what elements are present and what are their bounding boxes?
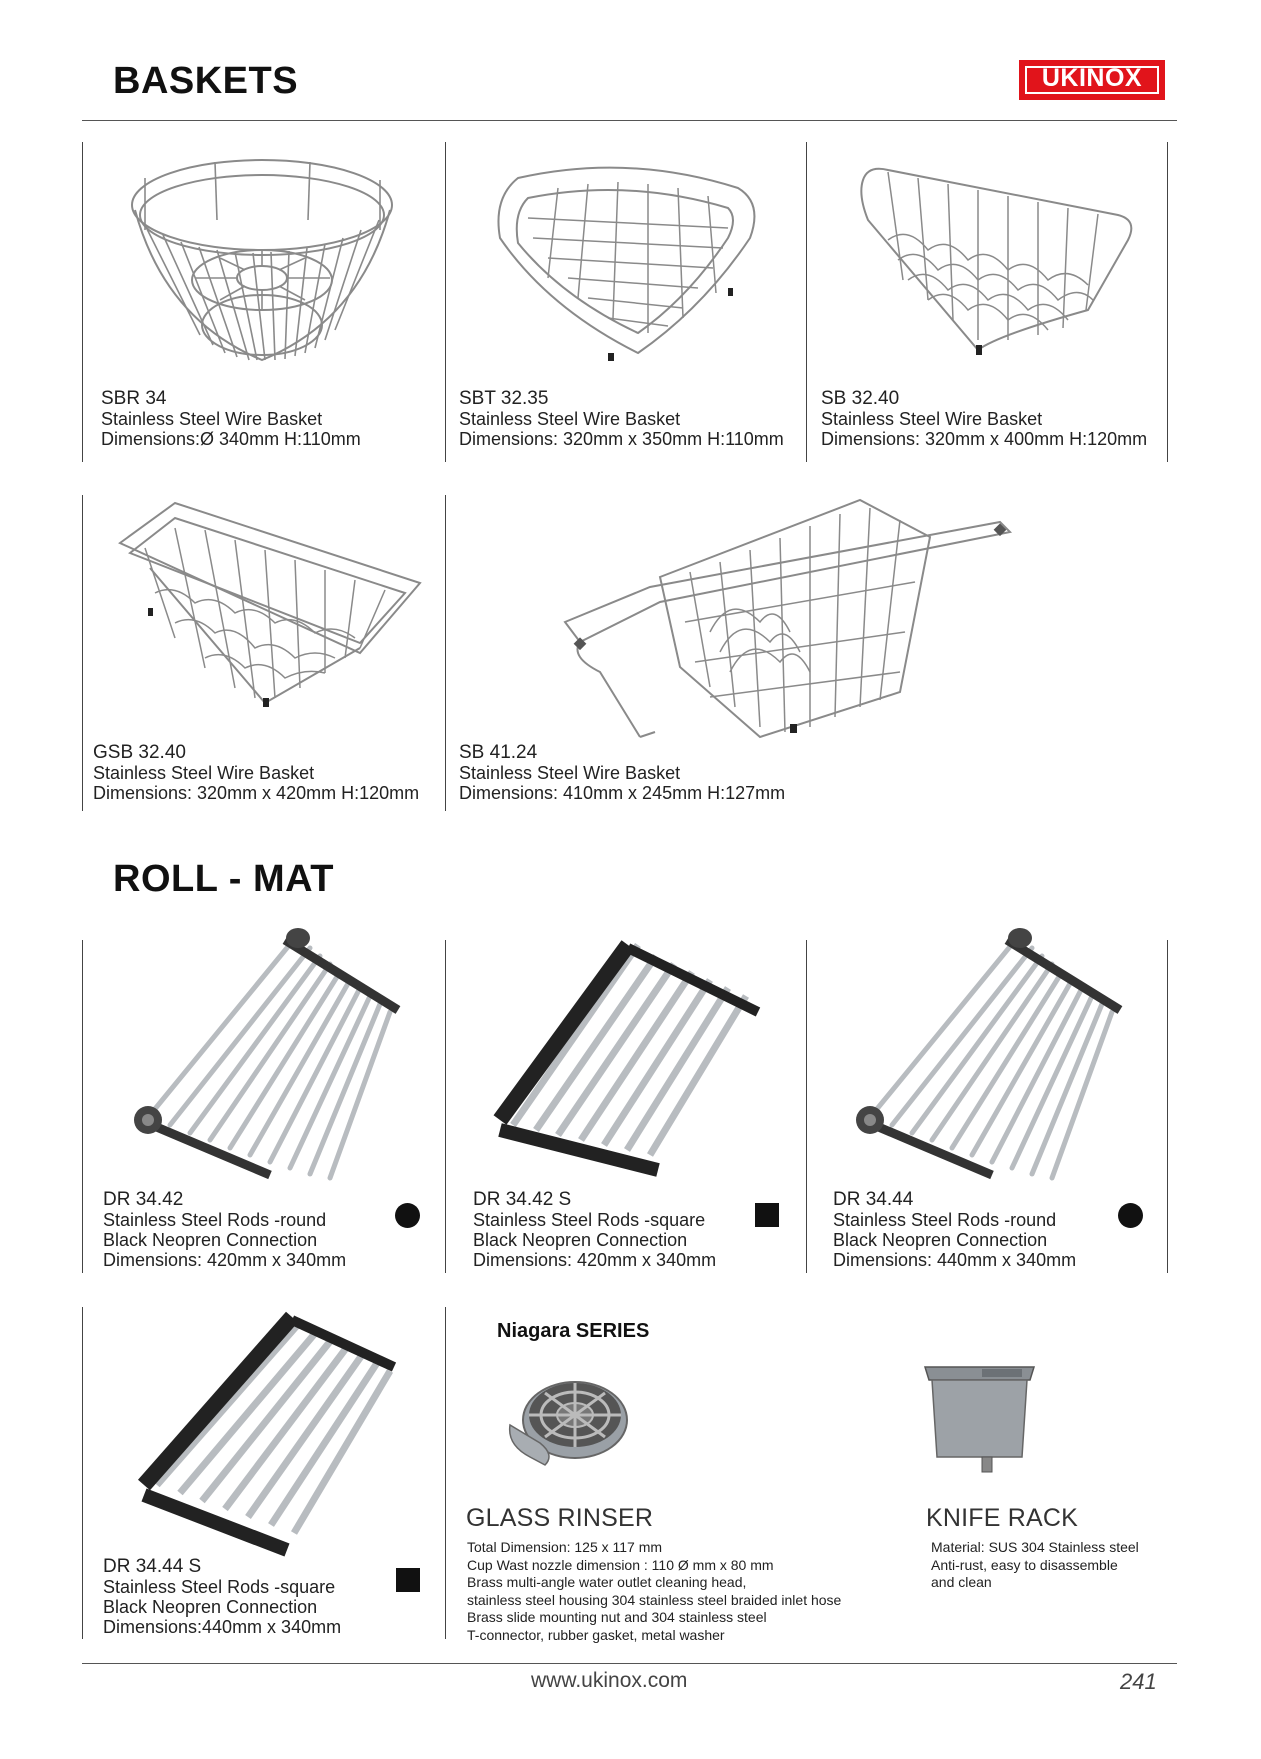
product-code: DR 34.42 (103, 1189, 184, 1210)
product-code: DR 34.42 S (473, 1189, 572, 1210)
product-dims: Dimensions: 410mm x 245mm H:127mm (459, 783, 786, 803)
product-desc: Stainless Steel Wire Basket (101, 409, 323, 429)
product-desc: Stainless Steel Rods -round (833, 1210, 1057, 1230)
product-dims: Dimensions: 420mm x 340mm (473, 1250, 717, 1270)
square-rod-marker (396, 1568, 420, 1592)
roll-mat-round-image (130, 920, 410, 1190)
round-rod-marker (395, 1203, 420, 1228)
round-rod-marker (1118, 1203, 1143, 1228)
divider (445, 940, 446, 1273)
product-caption (101, 389, 361, 449)
product-dims: Dimensions:440mm x 340mm (103, 1617, 342, 1637)
product-desc: Stainless Steel Wire Basket (821, 409, 1043, 429)
rectangular-basket-image (488, 158, 768, 368)
divider (1167, 940, 1168, 1273)
square-rod-marker (755, 1203, 779, 1227)
product-desc: Stainless Steel Wire Basket (93, 763, 315, 783)
page-number: 241 (1120, 1669, 1157, 1694)
knife-rack-image (922, 1362, 1037, 1477)
product-caption (833, 1190, 1076, 1270)
series-title: Niagara SERIES (497, 1320, 650, 1342)
product-dims: Dimensions: 320mm x 420mm H:120mm (93, 783, 420, 803)
large-basket-image (115, 498, 425, 716)
product-dims: Dimensions:Ø 340mm H:110mm (101, 429, 361, 449)
divider (82, 142, 83, 462)
product-code: SB 32.40 (821, 388, 900, 409)
product-desc: Stainless Steel Rods -round (103, 1210, 327, 1230)
divider (445, 495, 446, 811)
knife-rack-title: KNIFE RACK (926, 1504, 1079, 1532)
product-caption (821, 389, 1147, 449)
product-dims: Dimensions: 320mm x 400mm H:120mm (821, 429, 1148, 449)
divider (82, 495, 83, 811)
product-desc: Stainless Steel Wire Basket (459, 763, 681, 783)
footer-rule (82, 1663, 1177, 1664)
glass-rinser-title: GLASS RINSER (466, 1504, 654, 1532)
divider (82, 940, 83, 1273)
product-caption (459, 743, 785, 803)
website-link[interactable]: www.ukinox.com (531, 1669, 688, 1692)
product-code: GSB 32.40 (93, 742, 186, 763)
round-basket-image (125, 150, 400, 375)
product-caption (459, 389, 784, 449)
divider (1167, 142, 1168, 462)
header-rule (82, 120, 1177, 121)
roll-mat-square-image (488, 930, 778, 1190)
divider (82, 1307, 83, 1639)
product-code: SBR 34 (101, 388, 167, 409)
roll-mat-round-image (852, 920, 1132, 1190)
deep-basket-image (848, 160, 1138, 370)
product-dims: Dimensions: 440mm x 340mm (833, 1250, 1077, 1270)
glass-rinser-image (505, 1365, 630, 1475)
product-code: DR 34.44 S (103, 1556, 202, 1577)
product-connection: Black Neopren Connection (473, 1230, 688, 1250)
product-desc: Stainless Steel Rods -square (473, 1210, 706, 1230)
extendable-basket-image (560, 492, 1015, 747)
divider (445, 142, 446, 462)
glass-rinser-specs: Total Dimension: 125 x 117 mm Cup Wast nozzle dimension : 110 Ø mm x 80 mm Brass multi-angle water outlet cleaning head, stainless steel housing 304 stainless steel braided inlet hose Brass slide mounting nut and 304 stainless steel T-connector, rubber gasket, metal washer (467, 1539, 842, 1643)
product-desc: Stainless Steel Wire Basket (459, 409, 681, 429)
divider (806, 142, 807, 462)
brand-logo: UKINOX (1019, 60, 1165, 100)
knife-rack-specs: Material: SUS 304 Stainless steel Anti-rust, easy to disassemble and clean (931, 1539, 1139, 1590)
product-caption (473, 1190, 716, 1270)
product-desc: Stainless Steel Rods -square (103, 1577, 336, 1597)
product-caption (103, 1190, 346, 1270)
product-code: SB 41.24 (459, 742, 538, 763)
product-dims: Dimensions: 420mm x 340mm (103, 1250, 347, 1270)
page-title: BASKETS (113, 60, 299, 102)
section-title: ROLL - MAT (113, 858, 334, 900)
product-code: SBT 32.35 (459, 388, 549, 409)
product-connection: Black Neopren Connection (833, 1230, 1048, 1250)
product-dims: Dimensions: 320mm x 350mm H:110mm (459, 429, 784, 449)
roll-mat-square-image (132, 1305, 412, 1565)
divider (806, 940, 807, 1273)
product-caption (93, 743, 419, 803)
divider (445, 1307, 446, 1639)
product-connection: Black Neopren Connection (103, 1230, 318, 1250)
product-connection: Black Neopren Connection (103, 1597, 318, 1617)
product-caption (103, 1557, 341, 1637)
product-code: DR 34.44 (833, 1189, 914, 1210)
